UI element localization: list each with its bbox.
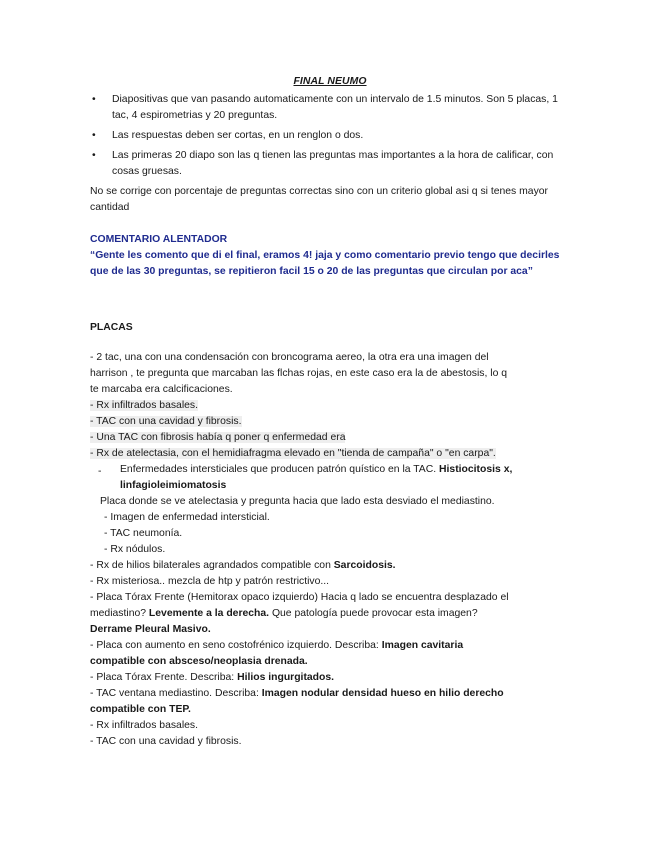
item-text: Que patología puede provocar esta imagen? xyxy=(269,608,478,619)
bullet-text: Las primeras 20 diapo son las q tienen las preguntas mas importantes a la hora de calificar, con cosas gruesas. xyxy=(112,150,554,177)
document-title: FINAL NEUMO xyxy=(293,76,367,87)
bullet-symbol: • xyxy=(92,130,96,141)
list-item: - Una TAC con fibrosis había q poner q enfermedad era xyxy=(90,432,346,443)
item-answer: Derrame Pleural Masivo. xyxy=(90,624,211,635)
document-page xyxy=(90,74,570,750)
item-text: - Placa Tórax Frente. Describa: xyxy=(90,672,238,683)
list-item xyxy=(90,462,570,494)
list-item: - Rx misteriosa.. mezcla de htp y patrón restrictivo... xyxy=(90,576,330,587)
list-item: - Imagen de enfermedad intersticial. xyxy=(104,512,270,523)
list-item: - Rx de atelectasia, con el hemidiafragma elevado en "tienda de campaña" o "en carpa". xyxy=(90,448,496,459)
list-item: Placa donde se ve atelectasia y pregunta hacia que lado esta desviado el mediastino. xyxy=(100,496,495,507)
bullet-text: Las respuestas deben ser cortas, en un renglon o dos. xyxy=(112,130,364,141)
list-item: - Rx nódulos. xyxy=(104,544,166,555)
bullet-item xyxy=(90,128,570,144)
item-text: - TAC ventana mediastino. Describa: xyxy=(90,688,262,699)
intro-line: te marcaba era calcificaciones. xyxy=(90,384,233,395)
list-item xyxy=(90,558,570,574)
intro-line: harrison , te pregunta que marcaban las flchas rojas, en este caso era la de abestosis, lo q xyxy=(90,368,508,379)
item-text: mediastino? xyxy=(90,608,149,619)
bullet-text: Diapositivas que van pasando automaticamente con un intervalo de 1.5 minutos. Son 5 placas, 1 tac, 4 espirometrias y 20 preguntas. xyxy=(112,94,558,121)
intro-line: - 2 tac, una con una condensación con broncograma aereo, la otra era una imagen del xyxy=(90,352,489,363)
comment-heading: COMENTARIO ALENTADOR xyxy=(90,234,228,245)
comment-quote: “Gente les comento que di el final, eramos 4! jaja y como comentario previo tengo que decirles que de las 30 preguntas, se repitieron facil 15 o 20 de las preguntas que circulan por aca” xyxy=(90,250,560,277)
item-answer: Imagen nodular densidad hueso en hilio derecho xyxy=(261,688,504,699)
list-item: - Rx infiltrados basales. xyxy=(90,720,198,731)
item-answer: linfagioleimiomatosis xyxy=(120,480,227,491)
grading-note: No se corrige con porcentaje de preguntas correctas sino con un criterio global asi q si tenes mayor cantidad xyxy=(90,186,549,213)
list-item xyxy=(90,638,570,654)
list-item xyxy=(90,670,570,686)
list-item: - TAC con una cavidad y fibrosis. xyxy=(90,416,242,427)
item-answer: compatible con absceso/neoplasia drenada. xyxy=(90,656,308,667)
dash-marker: - xyxy=(98,466,102,477)
item-text: - Rx de hilios bilaterales agrandados compatible con xyxy=(90,560,334,571)
list-item: - TAC neumonía. xyxy=(104,528,183,539)
item-text: - Placa con aumento en seno costofrénico izquierdo. Describa: xyxy=(90,640,382,651)
item-answer: compatible con TEP. xyxy=(90,704,191,715)
placas-heading: PLACAS xyxy=(90,322,133,333)
item-text: Enfermedades intersticiales que producen patrón quístico en la TAC. xyxy=(120,464,440,475)
list-item xyxy=(90,606,570,622)
item-answer: Imagen cavitaria xyxy=(381,640,464,651)
list-item xyxy=(90,686,570,702)
bullet-symbol: • xyxy=(92,94,96,105)
list-item: - Placa Tórax Frente (Hemitorax opaco izquierdo) Hacia q lado se encuentra desplazado el xyxy=(90,592,509,603)
item-answer: Levemente a la derecha. xyxy=(148,608,270,619)
placas-list xyxy=(90,350,570,750)
bullet-symbol: • xyxy=(92,150,96,161)
bullet-item xyxy=(90,92,570,124)
bullet-list xyxy=(90,92,570,180)
list-item: - TAC con una cavidad y fibrosis. xyxy=(90,736,242,747)
item-answer: Histiocitosis x, xyxy=(439,464,513,475)
bullet-item xyxy=(90,148,570,180)
list-item: - Rx infiltrados basales. xyxy=(90,400,198,411)
item-answer: Sarcoidosis. xyxy=(333,560,396,571)
item-answer: Hilios ingurgitados. xyxy=(237,672,335,683)
